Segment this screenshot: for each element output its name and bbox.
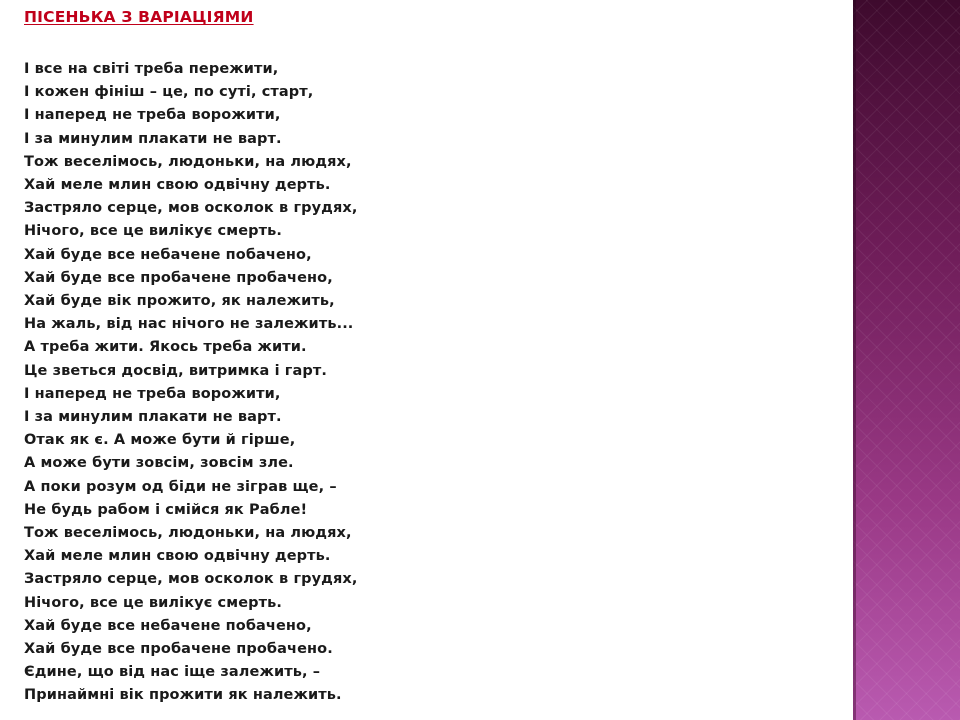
poem-line: Хай буде все пробачене пробачено.: [24, 641, 333, 658]
poem-line: Застряло серце, мов осколок в грудях,: [24, 200, 358, 217]
poem-line: Нічого, все це вилікує смерть.: [24, 594, 283, 611]
poem-line: А може бути зовсім, зовсім зле.: [24, 455, 294, 472]
poem-line: На жаль, від нас нічого не залежить...: [24, 316, 354, 333]
poem-line: І все на світі треба пережити,: [24, 61, 279, 77]
poem-line: Принаймні вік прожити як належить.: [24, 687, 342, 704]
poem-line: І за минулим плакати не варт.: [24, 409, 282, 426]
slide-title: ПІСЕНЬКА З ВАРІАЦІЯМИ: [24, 8, 254, 26]
poem-line: Тож веселімось, людоньки, на людях,: [24, 153, 352, 170]
poem-line: І за минулим плакати не варт.: [24, 130, 282, 147]
poem-line: Хай меле млин свою одвічну дерть.: [24, 548, 331, 565]
poem-line: І кожен фініш – це, по суті, старт,: [24, 84, 314, 101]
poem-line: Хай буде все небачене побачено,: [24, 617, 312, 634]
poem-line: Хай буде все небачене побачено,: [24, 246, 312, 263]
poem-line: А треба жити. Якось треба жити.: [24, 339, 307, 356]
decorative-side-band: [853, 0, 960, 720]
poem-line: Нічого, все це вилікує смерть.: [24, 223, 283, 240]
poem-line: Єдине, що від нас іще залежить, –: [24, 664, 321, 681]
poem-line: І наперед не треба ворожити,: [24, 385, 281, 402]
poem-line: Це зветься досвід, витримка і гарт.: [24, 362, 327, 379]
poem-line: Застряло серце, мов осколок в грудях,: [24, 571, 358, 588]
poem-line: А поки розум од біди не зіграв ще, –: [24, 478, 337, 495]
poem-line: Не будь рабом і смійся як Рабле!: [24, 501, 308, 518]
poem-line: Хай буде вік прожито, як належить,: [24, 293, 335, 310]
poem-line: Отак як є. А може бути й гірше,: [24, 432, 296, 449]
poem-line: І наперед не треба ворожити,: [24, 107, 281, 124]
side-band-edge: [853, 0, 856, 720]
poem-line: Тож веселімось, людоньки, на людях,: [24, 525, 352, 542]
poem-text: [24, 58, 357, 708]
poem-line: Хай меле млин свою одвічну дерть.: [24, 177, 331, 194]
poem-line: Хай буде все пробачене пробачено,: [24, 269, 333, 286]
